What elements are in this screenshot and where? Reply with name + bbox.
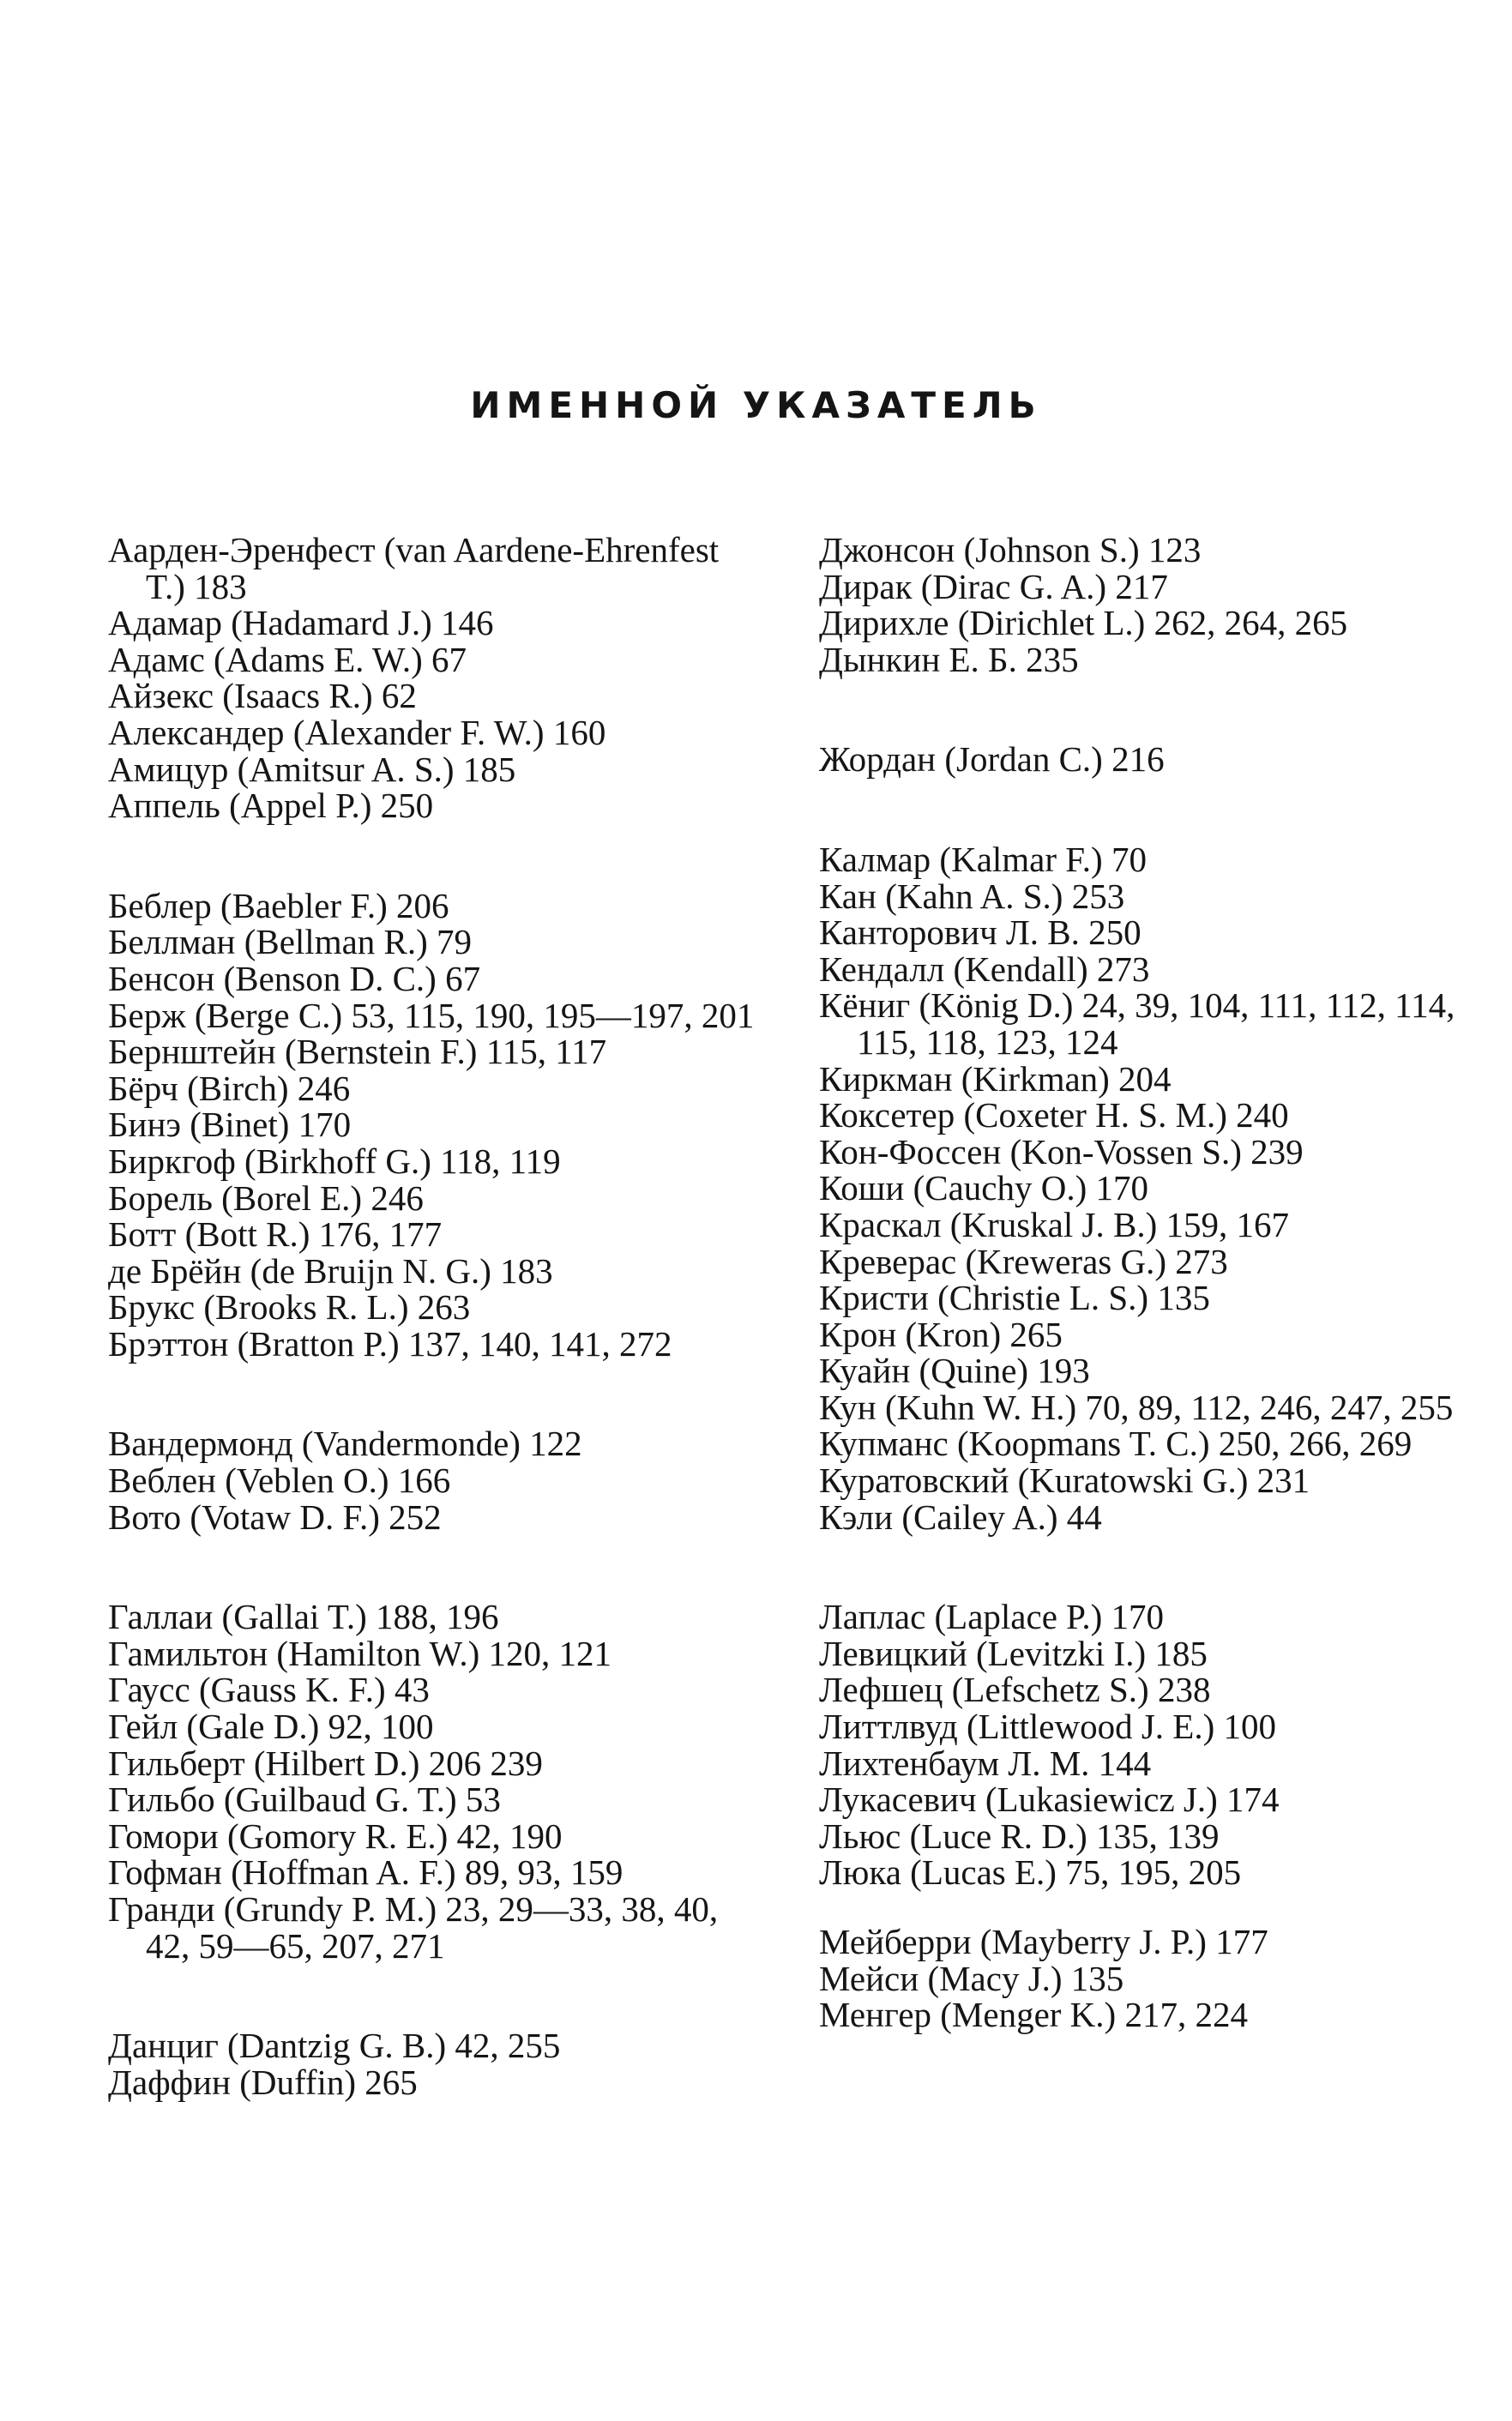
- index-letter-group: [108, 2027, 760, 2100]
- index-entry: Адамар (Hadamard J.) 146: [108, 603, 494, 643]
- index-entry: Гранди (Grundy P. M.) 23, 29—33, 38, 40, 42, 59—65, 207, 271: [108, 1889, 719, 1966]
- index-entry: Бёрч (Birch) 246: [108, 1068, 351, 1108]
- index-entry: Амицур (Amitsur A. S.) 185: [108, 749, 516, 789]
- index-entry: Ботт (Bott R.) 176, 177: [108, 1214, 443, 1255]
- index-entry: Беблер (Baebler F.) 206: [108, 885, 449, 925]
- index-column-right: [819, 532, 1471, 2033]
- index-letter-group: [819, 1924, 1471, 2033]
- index-entry: Купманс (Koopmans T. C.) 250, 266, 269: [819, 1424, 1413, 1464]
- index-entry: Куратовский (Kuratowski G.) 231: [819, 1460, 1310, 1501]
- index-entry: Брэттон (Bratton P.) 137, 140, 141, 272: [108, 1323, 672, 1364]
- index-entry: Кан (Kahn A. S.) 253: [819, 876, 1125, 916]
- index-letter-group: [819, 841, 1471, 1535]
- index-letter-group: [819, 741, 1471, 778]
- index-entry: Бенсон (Benson D. C.) 67: [108, 958, 481, 998]
- index-entry: Крон (Kron) 265: [819, 1314, 1063, 1354]
- index-entry: Гейл (Gale D.) 92, 100: [108, 1707, 434, 1747]
- index-entry: Дирихле (Dirichlet L.) 262, 264, 265: [819, 603, 1348, 643]
- index-entry: Джонсон (Johnson S.) 123: [819, 530, 1202, 569]
- index-entry: Мейси (Macy J.) 135: [819, 1958, 1124, 1998]
- index-entry: Беллман (Bellman R.) 79: [108, 922, 473, 962]
- page-title: ИМЕННОЙ УКАЗАТЕЛЬ: [470, 384, 1042, 426]
- index-entry: Коксетер (Coxeter H. S. M.) 240: [819, 1095, 1289, 1135]
- index-entry: Вото (Votaw D. F.) 252: [108, 1497, 442, 1537]
- index-letter-group: [108, 885, 760, 1364]
- index-entry: Дирак (Dirac G. A.) 217: [819, 566, 1168, 606]
- index-entry: Берж (Berge C.) 53, 115, 190, 195—197, 201: [108, 995, 755, 1035]
- index-entry: Гомори (Gomory R. E.) 42, 190: [108, 1816, 563, 1856]
- index-entry: Бинэ (Binet) 170: [108, 1105, 352, 1145]
- index-entry: Гильбо (Guilbaud G. T.) 53: [108, 1780, 501, 1820]
- index-entry: Краскал (Kruskal J. B.) 159, 167: [819, 1204, 1289, 1244]
- index-entry: Люка (Lucas E.) 75, 195, 205: [819, 1852, 1242, 1893]
- index-entry: Александер (Alexander F. W.) 160: [108, 712, 606, 752]
- index-entry: Лукасевич (Lukasiewicz J.) 174: [819, 1780, 1280, 1820]
- index-entry: Мейберри (Mayberry J. P.) 177: [819, 1922, 1268, 1961]
- index-entry: Веблен (Veblen O.) 166: [108, 1460, 451, 1501]
- index-entry: Калмар (Kalmar F.) 70: [819, 839, 1147, 879]
- index-entry: Дынкин Е. Б. 235: [819, 639, 1079, 679]
- index-entry: Гильберт (Hilbert D.) 206 239: [108, 1743, 543, 1783]
- index-entry: Лефшец (Lefschetz S.) 238: [819, 1670, 1211, 1710]
- index-entry: Аарден-Эренфест (van Aardene-Ehrenfest T.) 183: [108, 530, 720, 606]
- index-entry: Даффин (Duffin) 265: [108, 2062, 418, 2102]
- index-entry: Борель (Borel E.) 246: [108, 1177, 424, 1218]
- index-entry: Левицкий (Levitzki I.) 185: [819, 1633, 1208, 1673]
- index-entry: Кристи (Christie L. S.) 135: [819, 1278, 1210, 1318]
- index-entry: Куайн (Quine) 193: [819, 1351, 1090, 1391]
- index-letter-group: [108, 1425, 760, 1535]
- index-entry: Кэли (Cailey A.) 44: [819, 1497, 1102, 1537]
- index-entry: Кун (Kuhn W. H.) 70, 89, 112, 246, 247, 255: [819, 1387, 1454, 1427]
- index-letter-group: [819, 532, 1471, 678]
- index-entry: Менгер (Menger K.) 217, 224: [819, 1995, 1248, 2035]
- index-entry: Аппель (Appel P.) 250: [108, 786, 434, 826]
- index-entry: Льюс (Luce R. D.) 135, 139: [819, 1816, 1220, 1856]
- index-entry: Кёниг (König D.) 24, 39, 104, 111, 112, 114, 115, 118, 123, 124: [819, 985, 1455, 1062]
- index-entry: Жордан (Jordan C.) 216: [819, 739, 1165, 780]
- index-entry: Гамильтон (Hamilton W.) 120, 121: [108, 1633, 612, 1673]
- index-entry: Лихтенбаум Л. М. 144: [819, 1743, 1152, 1783]
- index-entry: Литтлвуд (Littlewood J. E.) 100: [819, 1707, 1276, 1747]
- index-entry: Креверас (Kreweras G.) 273: [819, 1241, 1228, 1281]
- index-letter-group: [108, 1599, 760, 1964]
- index-entry: Биркгоф (Birkhoff G.) 118, 119: [108, 1141, 561, 1181]
- index-entry: Гаусс (Gauss K. F.) 43: [108, 1670, 430, 1710]
- index-entry: Коши (Cauchy O.) 170: [819, 1168, 1148, 1208]
- index-letter-group: [108, 532, 760, 824]
- index-letter-group: [819, 1599, 1471, 1891]
- index-entry: Адамс (Adams E. W.) 67: [108, 639, 467, 679]
- index-entry: Кон-Фоссен (Kon-Vossen S.) 239: [819, 1131, 1304, 1171]
- index-entry: Брукс (Brooks R. L.) 263: [108, 1287, 471, 1328]
- index-entry: Киркман (Kirkman) 204: [819, 1058, 1172, 1099]
- index-entry: Бернштейн (Bernstein F.) 115, 117: [108, 1032, 607, 1072]
- index-entry: Гофман (Hoffman A. F.) 89, 93, 159: [108, 1852, 623, 1893]
- index-entry: Вандермонд (Vandermonde) 122: [108, 1424, 582, 1464]
- index-entry: Кендалл (Kendall) 273: [819, 949, 1150, 989]
- index-entry: Галлаи (Gallai T.) 188, 196: [108, 1597, 499, 1637]
- index-entry: де Брёйн (de Bruijn N. G.) 183: [108, 1250, 553, 1291]
- index-entry: Канторович Л. В. 250: [819, 912, 1142, 953]
- index-column-left: [108, 532, 760, 2100]
- index-entry: Айзекс (Isaacs R.) 62: [108, 676, 417, 716]
- index-entry: Лаплас (Laplace P.) 170: [819, 1597, 1165, 1637]
- index-entry: Данциг (Dantzig G. B.) 42, 255: [108, 2026, 561, 2066]
